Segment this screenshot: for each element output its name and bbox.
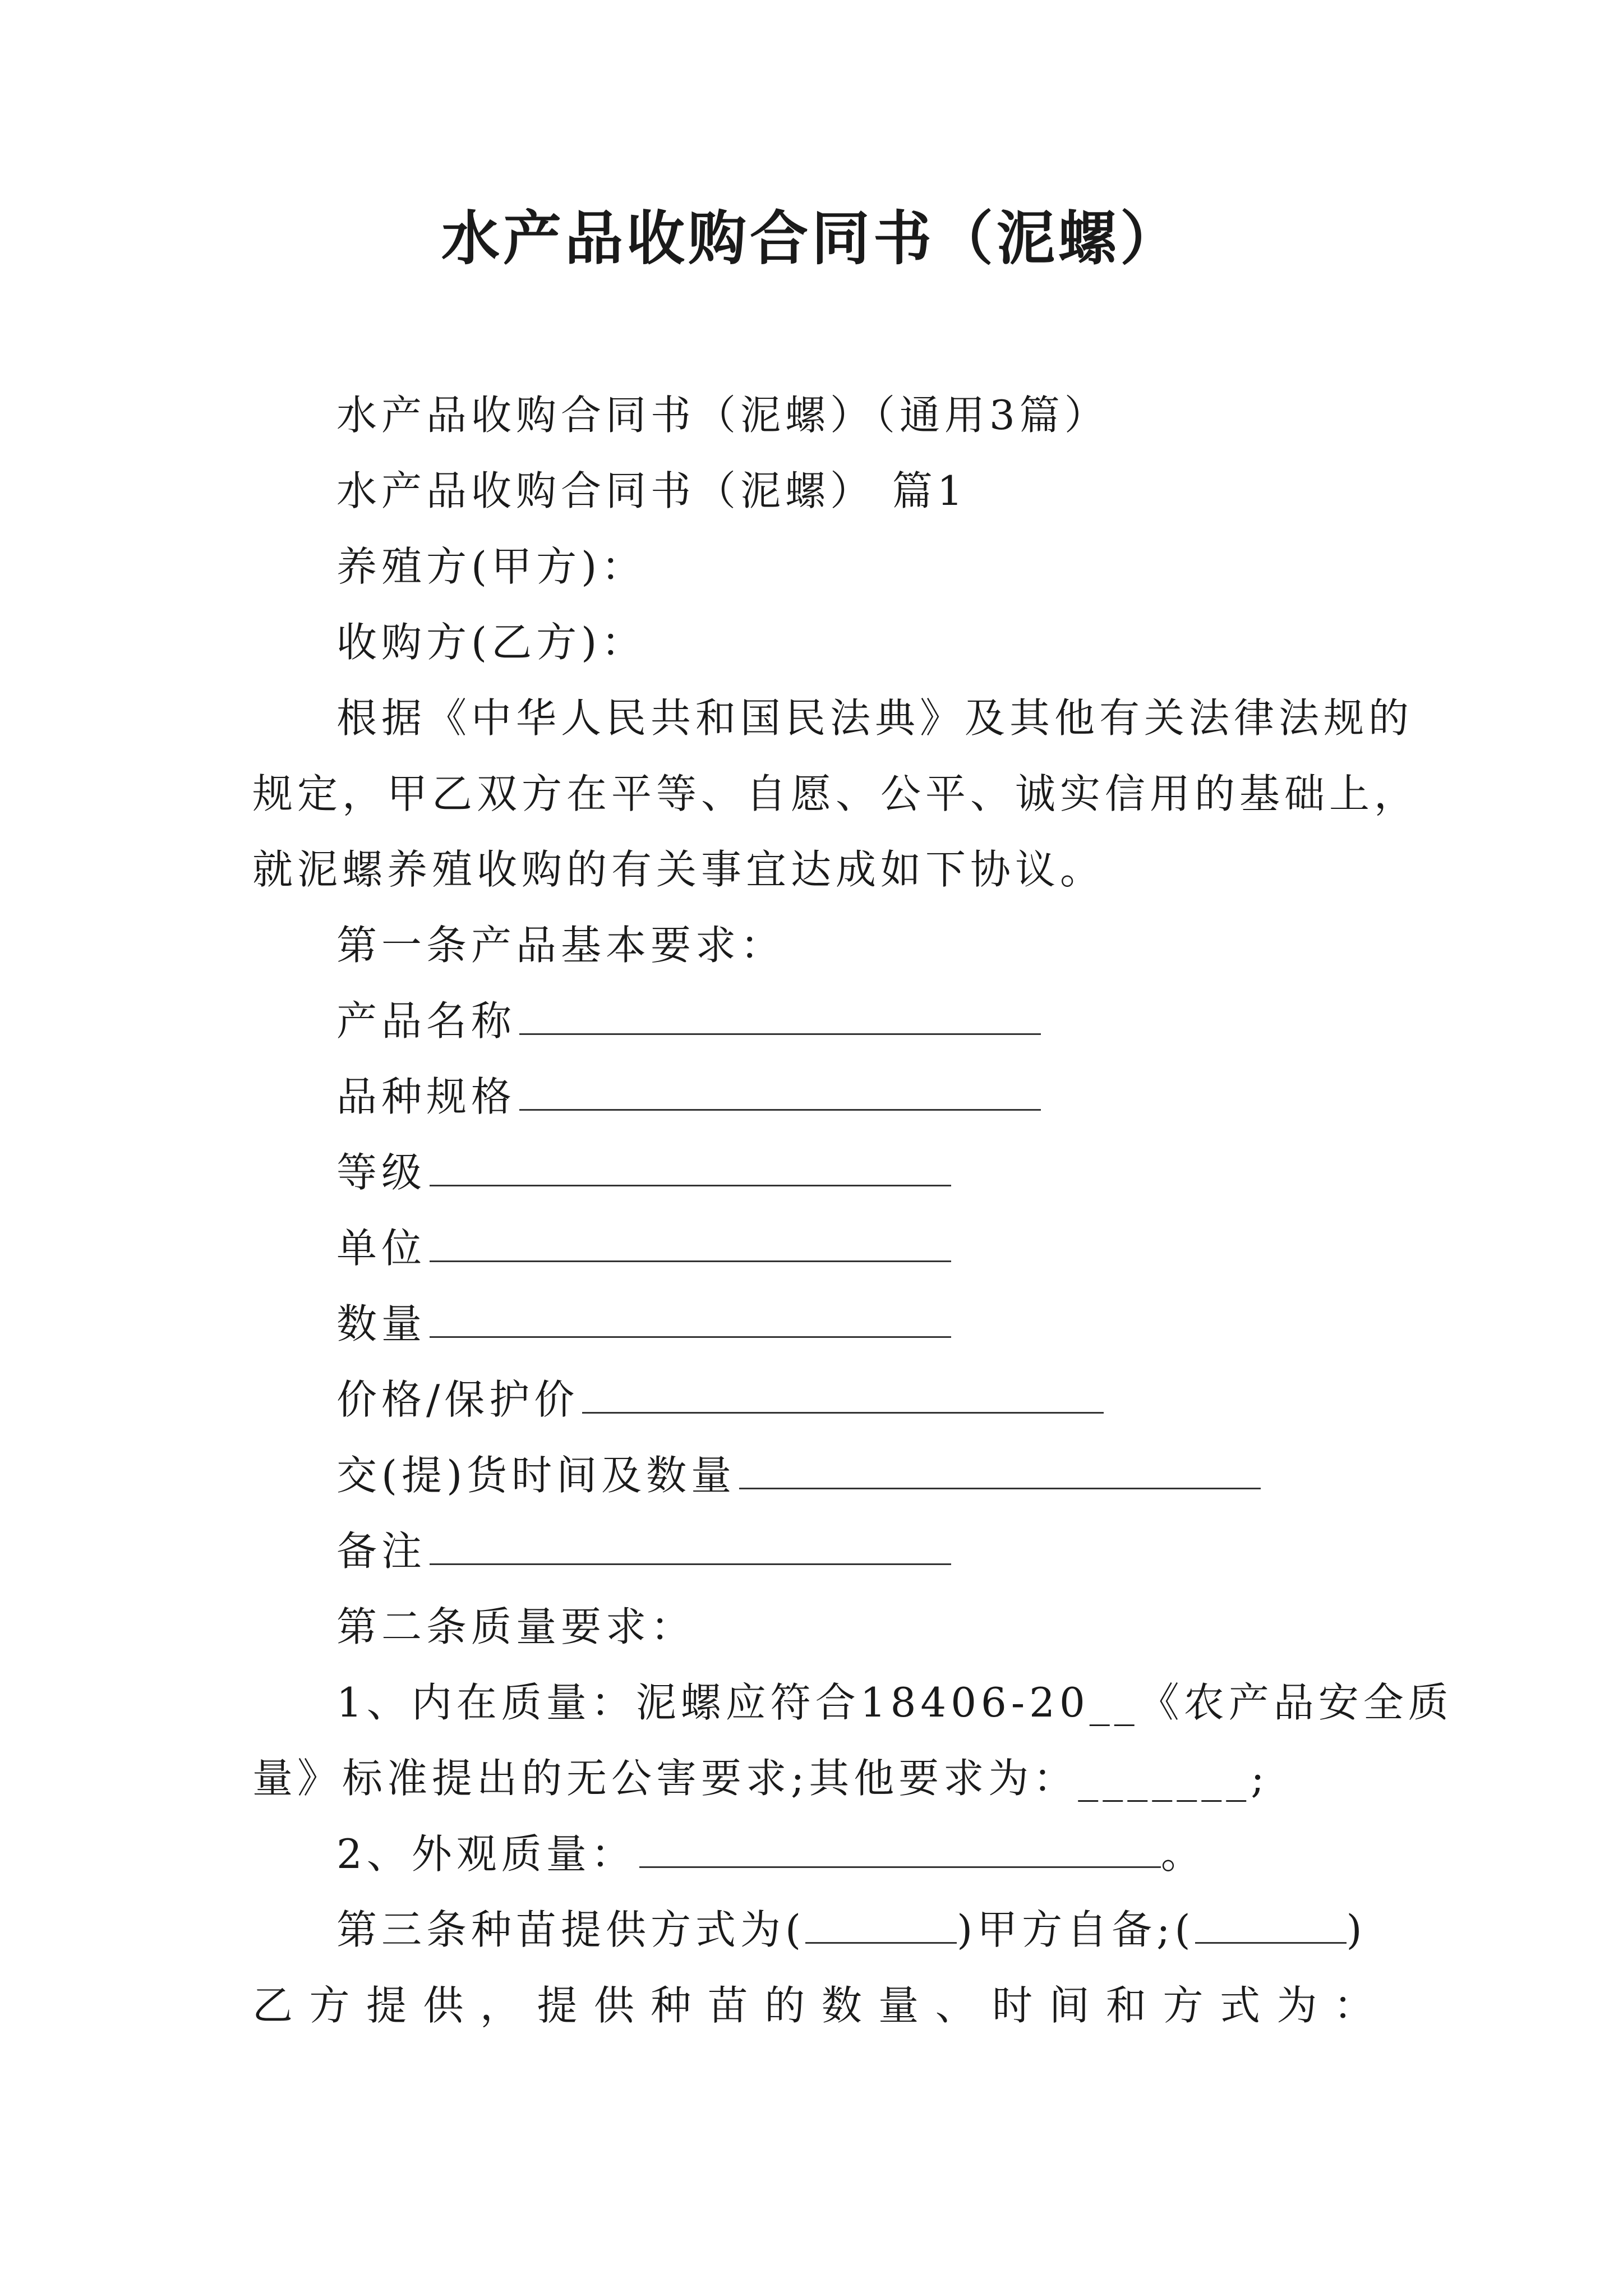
quality-item-1-line-2 — [252, 1750, 1269, 1806]
justified-char: 量 — [878, 1982, 919, 2029]
party-b-label: 收购方(乙方)： — [336, 619, 647, 666]
quality-item-1-line-1: 1、内在质量：泥螺应符合18406-20__《农产品安全质 — [336, 1679, 1453, 1726]
blank-line — [519, 994, 1041, 1035]
article-2-heading: 第二条质量要求： — [336, 1603, 696, 1650]
justified-char: ， — [479, 1982, 520, 2029]
field-variety-spec — [336, 1069, 1041, 1125]
article-3-text-c: ) — [1346, 1906, 1367, 1953]
justified-char: 方 — [309, 1982, 350, 2029]
quality-item-2-label: 2、外观质量： — [336, 1830, 636, 1878]
quality-item-2-end: 。 — [1160, 1830, 1206, 1878]
justified-char: 提 — [366, 1982, 407, 2029]
blank-line — [805, 1903, 957, 1944]
field-label: 价格/保护价 — [336, 1376, 579, 1423]
blank-line — [1195, 1903, 1347, 1944]
article-3-line-1 — [336, 1902, 1367, 1958]
document-title: 水产品收购合同书（泥螺） — [441, 204, 1182, 273]
blank-line — [739, 1448, 1261, 1489]
justified-char: 供 — [423, 1982, 464, 2029]
justified-char: 和 — [1106, 1982, 1147, 2029]
field-label: 产品名称 — [336, 997, 517, 1045]
document-subtitle: 水产品收购合同书（泥螺）（通用3篇） — [336, 392, 1109, 439]
field-grade — [336, 1144, 951, 1200]
field-label: 备注 — [336, 1527, 427, 1575]
blank-line — [430, 1524, 951, 1565]
justified-char: 时 — [992, 1982, 1033, 2029]
justified-char: ： — [1333, 1982, 1374, 2029]
field-price — [336, 1372, 1104, 1428]
field-unit — [336, 1220, 951, 1276]
field-label: 等级 — [336, 1149, 427, 1196]
blank-line — [519, 1070, 1041, 1111]
article-3-text-a: 第三条种苗提供方式为( — [336, 1906, 806, 1953]
justified-char: 数 — [821, 1982, 862, 2029]
party-a-label: 养殖方(甲方)： — [336, 543, 647, 590]
field-remark — [336, 1523, 951, 1579]
justified-char: 种 — [651, 1982, 691, 2029]
field-label: 品种规格 — [336, 1073, 517, 1120]
justified-char: 为 — [1276, 1982, 1317, 2029]
blank-line — [582, 1373, 1104, 1414]
field-product-name — [336, 993, 1041, 1049]
justified-char: 供 — [593, 1982, 634, 2029]
justified-char: 、 — [935, 1982, 976, 2029]
field-label: 数量 — [336, 1300, 427, 1347]
justified-char: 苗 — [707, 1982, 748, 2029]
blank-line — [430, 1297, 951, 1338]
quality-item-2 — [336, 1826, 1206, 1882]
field-label: 交(提)货时间及数量 — [336, 1452, 736, 1499]
justified-char: 式 — [1219, 1982, 1260, 2029]
justified-char: 提 — [537, 1982, 578, 2029]
article-1-heading: 第一条产品基本要求： — [336, 922, 786, 969]
blank-line — [430, 1221, 951, 1262]
intro-paragraph-line-2: 规定，甲乙双方在平等、自愿、公平、诚实信用的基础上， — [252, 770, 1419, 817]
part-heading: 水产品收购合同书（泥螺） 篇1 — [336, 467, 967, 514]
justified-char: 的 — [764, 1982, 805, 2029]
quality-item-1-blank: _______; — [1078, 1755, 1269, 1802]
intro-paragraph-line-1: 根据《中华人民共和国民法典》及其他有关法律法规的 — [336, 694, 1414, 742]
intro-paragraph-line-3: 就泥螺养殖收购的有关事宜达成如下协议。 — [252, 846, 1105, 893]
blank-line — [639, 1827, 1161, 1868]
article-3-text-b: )甲方自备;( — [957, 1906, 1195, 1953]
justified-char: 方 — [1163, 1982, 1204, 2029]
blank-line — [430, 1145, 951, 1186]
field-label: 单位 — [336, 1225, 427, 1272]
article-3-line-2 — [252, 1977, 1374, 2033]
field-delivery — [336, 1447, 1261, 1503]
field-quantity — [336, 1296, 951, 1352]
justified-char: 间 — [1049, 1982, 1090, 2029]
justified-char: 乙 — [252, 1982, 293, 2029]
quality-item-1-text: 量》标准提出的无公害要求;其他要求为： — [252, 1755, 1078, 1802]
